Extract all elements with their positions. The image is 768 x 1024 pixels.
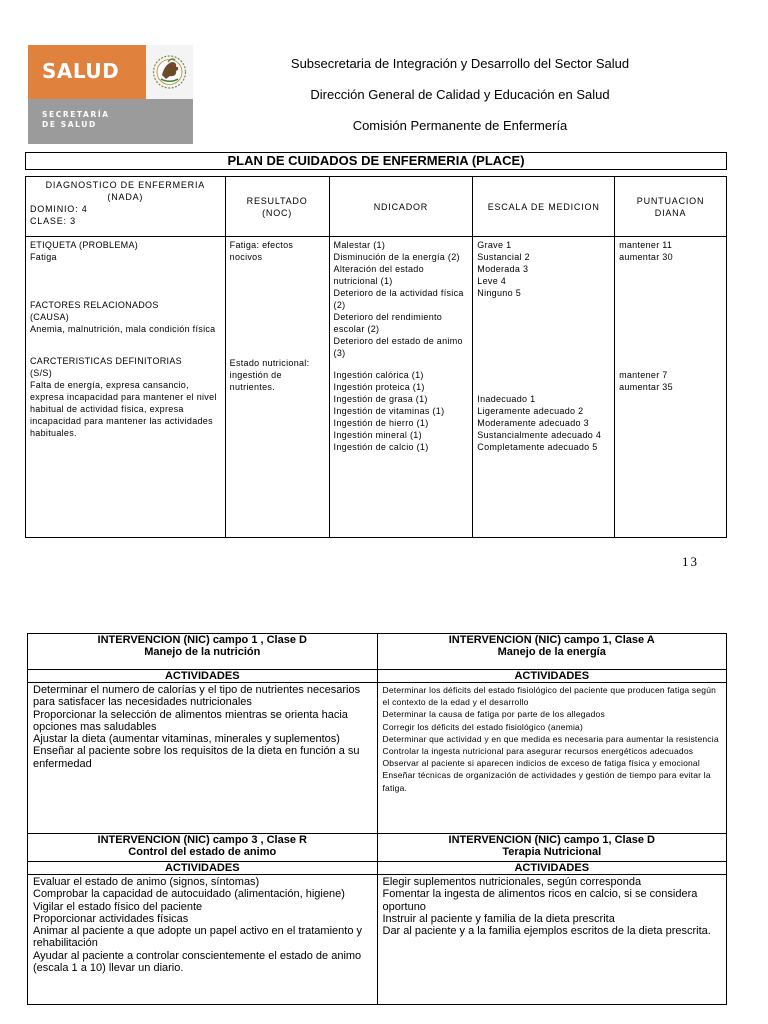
list-item: Determinar la causa de fatiga por parte de los allegados: [382, 709, 605, 720]
header-line-3: Comisión Permanente de Enfermería: [352, 118, 568, 133]
nic-block3-title: INTERVENCION (NIC) campo 3 , Clase R Control del estado de animo: [28, 834, 378, 862]
logo-subtext: SECRETARÍA DE SALUD: [42, 110, 110, 129]
list-item: Determinar que actividad y en que medida es necesaria para aumentar la resistencia: [382, 733, 719, 744]
list-item: Observar al paciente si aparecen indicios de exceso de fatiga física y emocional: [382, 758, 700, 769]
list-item: Ingestión proteica (1): [333, 382, 425, 392]
nic-body-row-2: [28, 875, 727, 1005]
list-item: Moderada 3: [477, 264, 529, 274]
header-line-1: Subsecretaria de Integración y Desarrollo del Sector Salud: [290, 56, 630, 71]
diana-1-aumentar: aumentar 30: [619, 252, 673, 262]
list-item: Ingestión mineral (1): [333, 430, 422, 440]
diana-2-mantener: mantener 7: [619, 370, 668, 380]
header-resultado: RESULTADO (NOC): [225, 177, 329, 237]
escala-cell: [473, 237, 615, 538]
list-item: Ingestión de grasa (1): [333, 394, 428, 404]
list-item: Vigilar el estado físico del paciente: [33, 900, 203, 913]
list-item: Alteración del estado nutricional (1): [333, 264, 424, 286]
escala-list-2: [477, 393, 610, 453]
header-escala: ESCALA DE MEDICION: [473, 177, 615, 237]
nic-block2-activities: [377, 683, 727, 834]
logo-word: SALUD: [42, 59, 120, 83]
diana-1-mantener: mantener 11: [619, 240, 673, 250]
list-item: Ingestión de calcio (1): [333, 442, 429, 452]
indicador-cell: [329, 237, 473, 538]
table-body-row: [26, 237, 727, 538]
list-item: Ligeramente adecuado 2: [477, 406, 584, 416]
diana-cell: [615, 237, 727, 538]
activities-label: ACTIVIDADES: [377, 670, 727, 683]
resultado-2: Estado nutricional: ingestión de nutrientes.: [229, 358, 310, 392]
nic-activities-row-1: [28, 670, 727, 683]
list-item: Determinar el numero de calorías y el tipo de nutrientes necesarios para satisfacer las necesidades nutricionales: [33, 684, 361, 709]
list-item: Dar al paciente y a la familia ejemplos escritos de la dieta prescrita.: [382, 925, 711, 938]
care-plan-table: [25, 176, 727, 538]
list-item: Evaluar el estado de animo (signos, síntomas): [33, 876, 260, 888]
list-item: Ayudar al paciente a controlar conscientemente el estado de animo (escala 1 a 10) llevar un diario.: [33, 949, 362, 975]
list-item: Ninguno 5: [477, 288, 522, 298]
etiqueta-label: ETIQUETA (PROBLEMA): [30, 240, 139, 250]
escala-list-1: [477, 239, 610, 299]
list-item: Instruir al paciente y familia de la dieta prescrita: [382, 912, 615, 925]
list-item: Determinar los déficits del estado fisiológico del paciente que producen fatiga según el contexto de la edad y el desarrollo: [382, 685, 717, 708]
list-item: Proporcionar la selección de alimentos mientras se orienta hacia opciones mas saludables: [33, 708, 348, 733]
factores-value: Anemia, malnutrición, mala condición física: [30, 324, 216, 334]
list-item: Elegir suplementos nutricionales, según corresponda: [382, 876, 642, 888]
list-item: Deterioro del estado de animo (3): [333, 336, 463, 358]
caract-label-2: (S/S): [30, 368, 53, 378]
logo-gray-band: [28, 99, 193, 144]
list-item: Leve 4: [477, 276, 507, 286]
nic-block2-title: INTERVENCION (NIC) campo 1, Clase A Manejo de la energía: [377, 634, 727, 670]
factores-label: FACTORES RELACIONADOS: [30, 300, 159, 310]
list-item: Deterioro de la actividad física (2): [333, 288, 464, 310]
page-number: 13: [682, 554, 699, 569]
diana-2-aumentar: aumentar 35: [619, 382, 673, 392]
nic-interventions-table: [27, 633, 727, 1005]
nic-activities-row-2: [28, 862, 727, 875]
nic-header-row-1: [28, 634, 727, 670]
list-item: Animar al paciente a que adopte un papel activo en el tratamiento y rehabilitación: [33, 925, 362, 950]
list-item: Ingestión de vitaminas (1): [333, 406, 445, 416]
document-title: PLAN DE CUIDADOS DE ENFERMERIA (PLACE): [25, 152, 727, 170]
nic-header-row-2: [28, 834, 727, 862]
list-item: Disminución de la energía (2): [333, 252, 460, 262]
list-item: Proporcionar actividades físicas: [33, 912, 189, 925]
resultado-cell: [225, 237, 329, 538]
factores-label-2: (CAUSA): [30, 312, 70, 322]
nic-block4-activities: [377, 875, 727, 1005]
table-header-row: [26, 177, 727, 237]
list-item: Moderamente adecuado 3: [477, 418, 589, 428]
list-item: Sustancial 2: [477, 252, 530, 262]
nic-block3-activities: [28, 875, 378, 1005]
activities-label: ACTIVIDADES: [28, 670, 378, 683]
list-item: Malestar (1): [333, 240, 386, 250]
resultado-1: Fatiga: efectos nocivos: [229, 240, 294, 262]
nic-body-row-1: [28, 683, 727, 834]
list-item: Comprobar la capacidad de autocuidado (alimentación, higiene): [33, 888, 345, 901]
list-item: Enseñar al paciente sobre los requisitos de la dieta en función a su enfermedad: [33, 745, 360, 770]
caract-value: Falta de energía, expresa cansancio, expresa incapacidad para mantener el nivel habitual de actividad física, expresa incapacidad para mantener las actividades habituales.: [30, 380, 217, 438]
diagnosis-cell: [26, 237, 226, 538]
list-item: Ingestión de hierro (1): [333, 418, 429, 428]
indicadores-list-1: [334, 239, 469, 359]
activities-label: ACTIVIDADES: [28, 862, 378, 875]
list-item: Completamente adecuado 5: [477, 442, 598, 452]
list-item: Ingestión calórica (1): [333, 370, 424, 380]
list-item: Sustancialmente adecuado 4: [477, 430, 602, 440]
nic-block1-activities: [28, 683, 378, 834]
list-item: Enseñar técnicas de organización de actividades y gestión de tiempo para evitar la fatiga.: [382, 770, 711, 793]
etiqueta-value: Fatiga: [30, 252, 57, 262]
list-item: Grave 1: [477, 240, 512, 250]
header-puntuacion: PUNTUACION DIANA: [615, 177, 727, 237]
list-item: Corregir los déficits del estado fisiológico (anemia): [382, 721, 584, 732]
nic-block1-title: INTERVENCION (NIC) campo 1 , Clase D Manejo de la nutrición: [28, 634, 378, 670]
header-diagnostico: DIAGNOSTICO DE ENFERMERIA (NADA) DOMINIO: 4 CLASE: 3: [26, 177, 226, 237]
nic-block4-title: INTERVENCION (NIC) campo 1, Clase D Terapia Nutricional: [377, 834, 727, 862]
header-line-2: Dirección General de Calidad y Educación en Salud: [310, 87, 610, 102]
activities-label: ACTIVIDADES: [377, 862, 727, 875]
list-item: Controlar la ingesta nutricional para asegurar recursos energéticos adecuados: [382, 746, 694, 757]
list-item: Fomentar la ingesta de alimentos ricos en calcio, si se considera oportuno: [382, 888, 698, 913]
indicadores-list-2: [334, 369, 469, 453]
caract-label: CARCTERISTICAS DEFINITORIAS: [30, 356, 182, 366]
salud-logo: [28, 45, 193, 144]
list-item: Inadecuado 1: [477, 394, 536, 404]
header-indicador: NDICADOR: [329, 177, 473, 237]
list-item: Deterioro del rendimiento escolar (2): [333, 312, 443, 334]
list-item: Ajustar la dieta (aumentar vitaminas, minerales y suplementos): [33, 733, 340, 746]
